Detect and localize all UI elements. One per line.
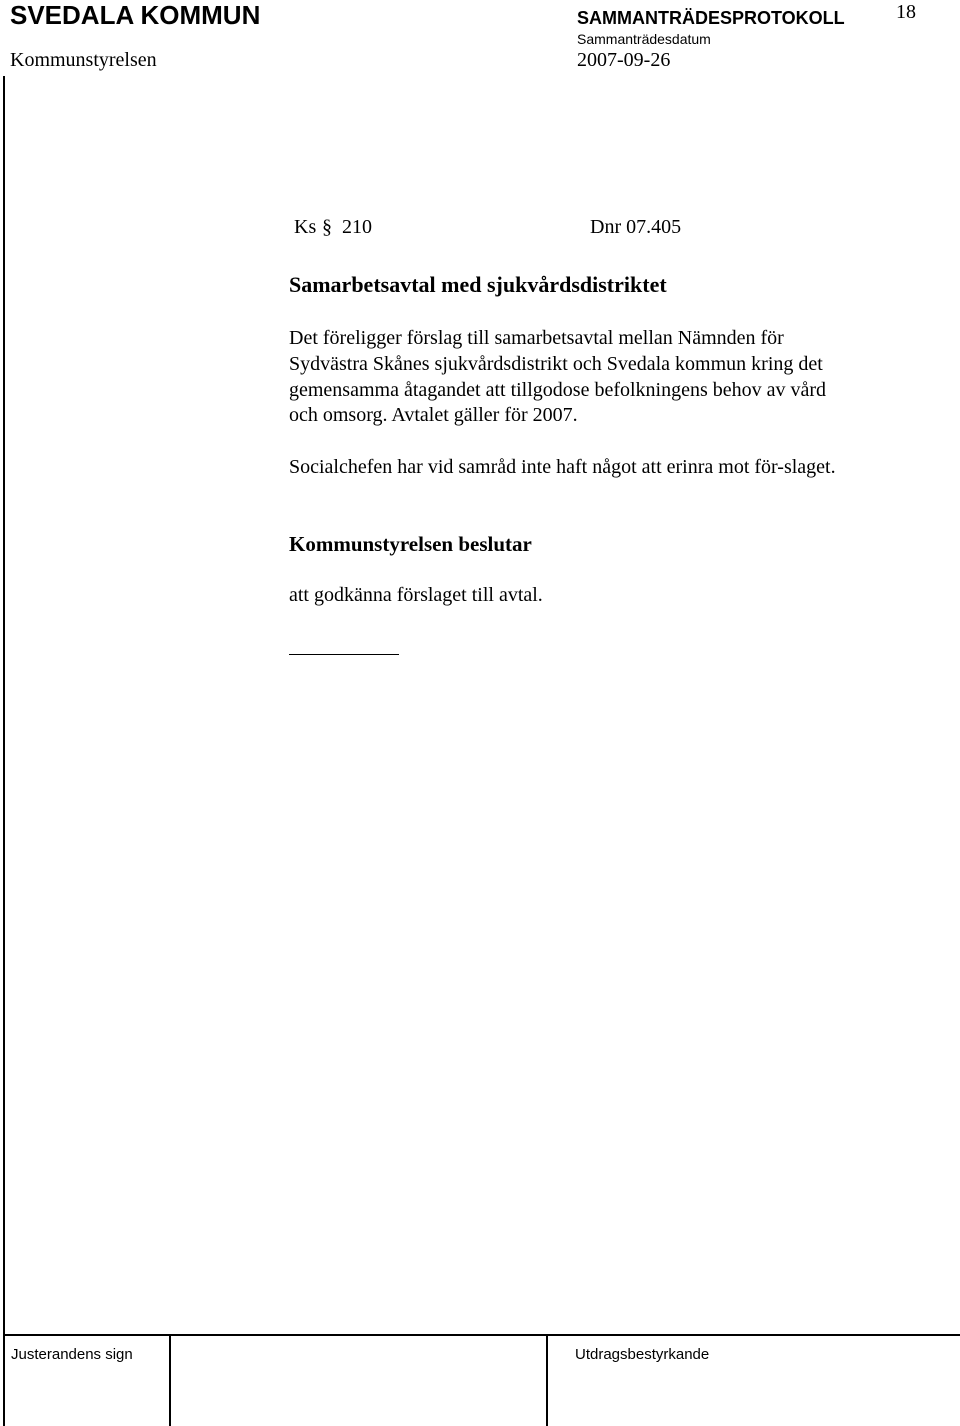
- footer-adjuster-signature-label: Justerandens sign: [11, 1346, 133, 1363]
- footer-extract-certification-label: Utdragsbestyrkande: [575, 1346, 710, 1363]
- ks-label: Ks: [294, 216, 317, 238]
- item-heading: Samarbetsavtal med sjukvårdsdistriktet: [289, 272, 667, 297]
- footer-divider-2: [546, 1334, 548, 1426]
- body-paragraph-1: Det föreligger förslag till samarbetsavtal mellan Nämnden för Sydvästra Skånes sjukvårdsdistrikt och Svedala kommun kring det gemensamma åtagandet att tillgodose befolkningens behov av vård och omsorg. Avtalet gäller för 2007.: [289, 327, 827, 427]
- municipality-name: SVEDALA KOMMUN: [10, 0, 261, 30]
- footer-rule: [3, 1334, 960, 1336]
- left-margin-rule: [3, 76, 5, 1426]
- ks-number: 210: [342, 216, 372, 238]
- diary-number: Dnr 07.405: [590, 216, 682, 238]
- page-number: 18: [896, 1, 916, 23]
- decision-text: att godkänna förslaget till avtal.: [289, 584, 543, 606]
- committee-name: Kommunstyrelsen: [10, 49, 157, 71]
- decision-heading: Kommunstyrelsen beslutar: [289, 532, 532, 556]
- footer-divider-1: [169, 1334, 171, 1426]
- protocol-title: SAMMANTRÄDESPROTOKOLL: [577, 8, 845, 28]
- meeting-date-label: Sammanträdesdatum: [577, 31, 711, 47]
- end-rule: [289, 654, 399, 655]
- meeting-date-value: 2007-09-26: [577, 49, 671, 71]
- body-paragraph-2: Socialchefen har vid samråd inte haft något att erinra mot för-slaget.: [289, 456, 836, 478]
- section-sign-icon: §: [322, 216, 332, 238]
